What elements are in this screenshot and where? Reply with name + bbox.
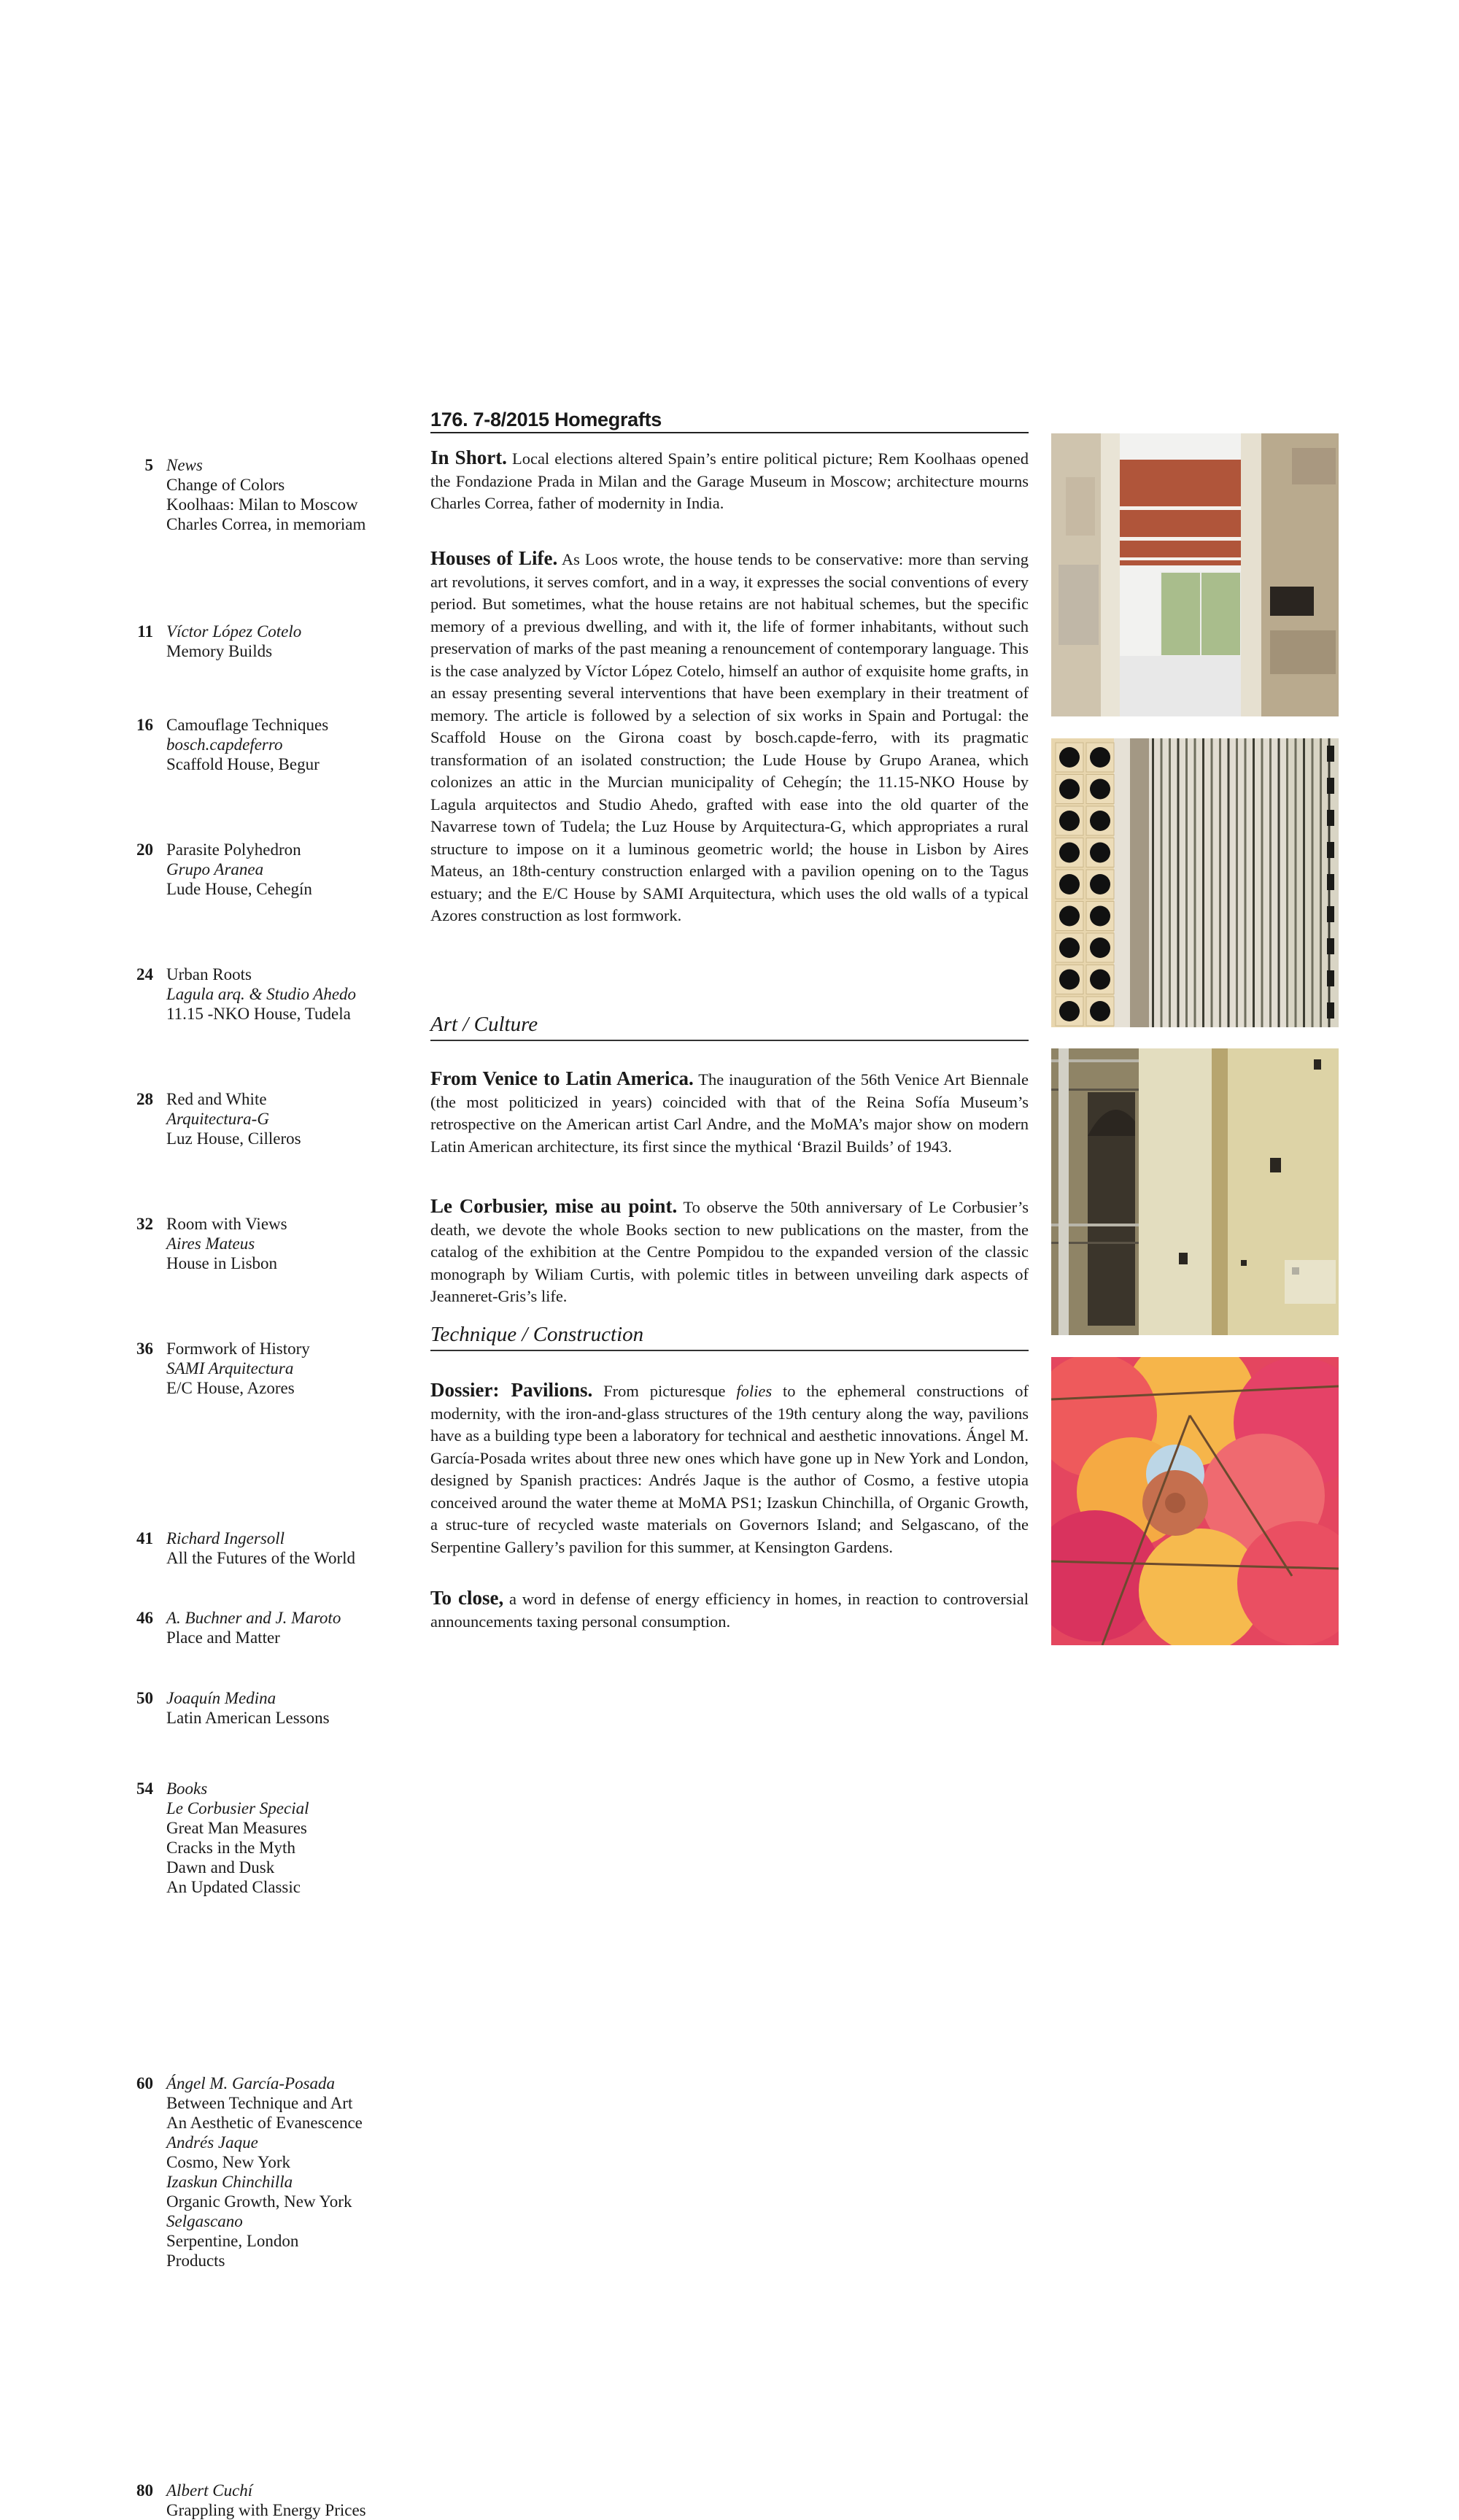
brick-hole: [1059, 747, 1080, 768]
stripe: [1161, 738, 1163, 1027]
stripe: [1303, 738, 1305, 1027]
paragraph-to-close: [430, 1587, 1029, 1633]
toc-entry[interactable]: [117, 2481, 473, 2520]
stripe: [1228, 738, 1230, 1027]
paragraph-body-pre: From picturesque: [592, 1382, 737, 1400]
paragraph-lead: In Short.: [430, 447, 507, 468]
brick-hole: [1059, 906, 1080, 927]
stripe: [1185, 738, 1188, 1027]
toc-page-number: 50: [136, 1689, 153, 1707]
toc-author-or-section: Andrés Jaque: [166, 2133, 258, 2152]
toc-title: 11.15 -NKO House, Tudela: [166, 1005, 351, 1023]
stripe: [1295, 738, 1297, 1027]
stripe: [1219, 738, 1221, 1027]
toc-title: Scaffold House, Begur: [166, 755, 320, 773]
toc-author-or-section: Ángel M. García-Posada: [166, 2074, 336, 2092]
toc-title: Place and Matter: [166, 1628, 280, 1647]
brick-hole: [1090, 811, 1110, 831]
paragraph-body: to the ephemeral constructions of modernity, with the iron-and-glass structures of the 19th century along the way, pavilions have as a building type been a laboratory for technical and aesthetic innovations. Ángel M. García-Posada writes about three new ones which have gone up in New York and London, designed by Spanish practices: Andrés Jaque is the author of Cosmo, a festive utopia conceived around the water theme at MoMA PS1; Izaskun Chinchilla, of Organic Growth, a struc-ture of recycled waste materials on Governors Island; and Selgascano, of the Serpentine Gallery’s pavilion for this summer, at Kensington Gardens.: [430, 1382, 1029, 1556]
dash-mark: [1327, 778, 1334, 794]
brick-hole: [1059, 1001, 1080, 1021]
paragraph-body: a word in defense of energy efficiency in homes, in reaction to controversial announcements taxing personal consumption.: [430, 1590, 1029, 1631]
stripe: [1245, 738, 1247, 1027]
toc-entry[interactable]: [117, 715, 473, 774]
section-heading-art-culture: Art / Culture: [430, 1012, 1029, 1041]
toc-title: Memory Builds: [166, 642, 273, 660]
paragraph-body: As Loos wrote, the house tends to be conservative: more than serving art revolutions, it serves comfort, and in a way, it expresses the social conventions of every period. But sometimes, what the house retains are not habitual schemes, but the specific memory of a previous dwelling, and with it, the life of former inhabitants, without such preservation of marks of the past meaning a renouncement of contemporary language. This is the case analyzed by Víctor López Cotelo, himself an author of exquisite home grafts, in an essay presenting several interventions that have been exemplary in their treatment of memory. The article is followed by a selection of six works in Spain and Portugal: the Scaffold House on the Girona coast by bosch.capde-ferro, with its pragmatic transformation of an isolated construction; the Lude House by Grupo Aranea, which colonizes an attic in the Murcian municipality of Cehegín; the 11.15-NKO House by Lagula arquitectos and Studio Ahedo, grafted with ease into the old quarter of the Navarrese town of Tudela; the Luz House by Arquitectura-G, which appropriates a rural structure to impose on it a luminous geometric world; the house in Lisbon by Aires Mateus, an 18th-century construction enlarged with a pavilion opening on to the Tagus estuary; and the E/C House by SAMI Arquitectura, which uses the old walls of a typical Azores construction as lost formwork.: [430, 550, 1029, 924]
dash-mark: [1327, 1002, 1334, 1019]
toc-page-number: 16: [136, 716, 153, 734]
toc-author-or-section: Arquitectura-G: [166, 1110, 269, 1128]
toc-author-or-section: Joaquín Medina: [166, 1689, 276, 1707]
toc-title: An Aesthetic of Evanescence: [166, 2114, 363, 2132]
brick-hole: [1090, 874, 1110, 894]
toc-entry[interactable]: [117, 1528, 473, 1568]
paragraph-lead: Dossier: Pavilions.: [430, 1379, 593, 1401]
dash-mark: [1327, 874, 1334, 890]
toc-title: Grappling with Energy Prices: [166, 2501, 366, 2519]
stripe: [1253, 738, 1255, 1027]
toc-author-or-section: Books: [166, 1779, 208, 1798]
paragraph-lead: Houses of Life.: [430, 547, 558, 569]
toc-author-or-section: A. Buchner and J. Maroto: [166, 1609, 341, 1627]
brick-hole: [1059, 811, 1080, 831]
stripe: [1169, 738, 1171, 1027]
toc-page-number: 32: [136, 1215, 153, 1233]
toc-author-or-section: Aires Mateus: [166, 1234, 255, 1253]
stripe: [1236, 738, 1238, 1027]
toc-title: Organic Growth, New York: [166, 2192, 352, 2211]
paragraph-venice: [430, 1067, 1029, 1158]
stripe: [1286, 738, 1288, 1027]
toc-title: Great Man Measures: [166, 1819, 307, 1837]
brick-hole: [1059, 843, 1080, 863]
toc-title: Room with Views: [166, 1215, 287, 1233]
stripe: [1194, 738, 1196, 1027]
toc-title: Products: [166, 2252, 225, 2270]
paragraph-lead: From Venice to Latin America.: [430, 1067, 694, 1089]
toc-title: Lude House, Cehegín: [166, 880, 312, 898]
brick-hole: [1090, 970, 1110, 990]
toc-entry[interactable]: [117, 1608, 473, 1647]
toc-page-number: 60: [136, 2074, 153, 2092]
stripe: [1261, 738, 1263, 1027]
toc-page-number: 36: [136, 1340, 153, 1358]
brick-hole: [1090, 1001, 1110, 1021]
brick-hole: [1059, 938, 1080, 958]
stripe: [1202, 738, 1204, 1027]
dash-mark: [1327, 810, 1334, 826]
toc-page-number: 5: [144, 456, 153, 474]
section-heading-technique: Technique / Construction: [430, 1322, 1029, 1351]
toc-page-number: 46: [136, 1609, 153, 1627]
paragraph-houses-of-life: [430, 547, 1029, 927]
brick-hole: [1090, 747, 1110, 768]
photo-perforated-facade: [1051, 738, 1339, 1027]
paragraph-lead: To close,: [430, 1587, 504, 1609]
toc-entry[interactable]: [117, 2073, 473, 2270]
toc-title: Red and White: [166, 1090, 267, 1108]
paragraph-body: Local elections altered Spain’s entire political picture; Rem Koolhaas opened the Fondazione Prada in Milan and the Garage Museum in Moscow; architecture mourns Charles Correa, father of modernity in India.: [430, 449, 1029, 512]
toc-author-or-section: Víctor López Cotelo: [166, 622, 302, 641]
toc-author-or-section: Lagula arq. & Studio Ahedo: [166, 985, 357, 1003]
toc-title: Urban Roots: [166, 965, 252, 983]
toc-title: An Updated Classic: [166, 1878, 301, 1896]
toc-entry[interactable]: [117, 965, 473, 1024]
toc-author-or-section: News: [166, 456, 203, 474]
stripe: [1278, 738, 1280, 1027]
toc-entry[interactable]: [117, 1779, 473, 1897]
paragraph-lead: Le Corbusier, mise au point.: [430, 1195, 678, 1217]
toc-author-or-section: bosch.capdeferro: [166, 735, 283, 754]
toc-page-number: 24: [136, 965, 153, 983]
toc-title: Dawn and Dusk: [166, 1858, 275, 1877]
toc-page-number: 28: [136, 1090, 153, 1108]
brick-hole: [1059, 779, 1080, 800]
toc-title: All the Futures of the World: [166, 1549, 355, 1567]
toc-author-or-section: Le Corbusier Special: [166, 1799, 309, 1817]
brick-hole: [1090, 938, 1110, 958]
toc-author-or-section: Selgascano: [166, 2212, 243, 2230]
brick-hole: [1090, 906, 1110, 927]
toc-author-or-section: Albert Cuchí: [166, 2481, 253, 2500]
dash-mark: [1327, 906, 1334, 922]
toc-page-number: 54: [136, 1779, 153, 1798]
dash-mark: [1327, 746, 1334, 762]
stripe: [1152, 738, 1154, 1027]
toc-entry[interactable]: [117, 840, 473, 899]
paragraph-dossier-pavilions: [430, 1379, 1029, 1558]
stripe: [1177, 738, 1180, 1027]
toc-page-number: 41: [136, 1529, 153, 1547]
photo-stone-wall-doorway: [1051, 433, 1339, 716]
paragraph-emphasis: folies: [736, 1382, 773, 1400]
toc-title: Camouflage Techniques: [166, 716, 329, 734]
stripe: [1211, 738, 1213, 1027]
toc-page-number: 80: [136, 2481, 153, 2500]
toc-author-or-section: SAMI Arquitectura: [166, 1359, 294, 1377]
toc-author-or-section: Izaskun Chinchilla: [166, 2173, 293, 2191]
dash-mark: [1327, 970, 1334, 986]
toc-title: E/C House, Azores: [166, 1379, 295, 1397]
toc-entry[interactable]: [117, 622, 473, 661]
stripe: [1312, 738, 1314, 1027]
toc-title: House in Lisbon: [166, 1254, 278, 1272]
toc-author-or-section: Grupo Aranea: [166, 860, 264, 878]
brick-hole: [1090, 843, 1110, 863]
photo-pavilion-umbrellas: [1051, 1357, 1339, 1645]
photo-beaded-curtain-facade: [1051, 1048, 1339, 1335]
toc-page-number: 20: [136, 840, 153, 859]
toc-title: Latin American Lessons: [166, 1709, 330, 1727]
toc-title: Koolhaas: Milan to Moscow: [166, 495, 358, 514]
toc-entry[interactable]: [117, 1688, 473, 1728]
brick-hole: [1090, 779, 1110, 800]
toc-entry[interactable]: [117, 1214, 473, 1273]
paragraph-le-corbusier: [430, 1195, 1029, 1308]
toc-entry[interactable]: [117, 1089, 473, 1148]
dash-mark: [1327, 842, 1334, 858]
dash-mark: [1327, 938, 1334, 954]
brick-hole: [1059, 970, 1080, 990]
paragraph-body: The inauguration of the 56th Venice Art Biennale (the most politicized in years) coincided with that of the Reina Sofía Museum’s retrospective on the American artist Carl Andre, and the MoMA’s major show on modern Latin American architecture, its first since the mythical ‘Brazil Builds’ of 1943.: [430, 1070, 1029, 1156]
stripe: [1269, 738, 1272, 1027]
toc-title: Luz House, Cilleros: [166, 1129, 301, 1148]
brick-hole: [1059, 874, 1080, 894]
toc-title: Parasite Polyhedron: [166, 840, 301, 859]
paragraph-body: To observe the 50th anniversary of Le Corbusier’s death, we devote the whole Books section to new publications on the master, from the catalog of the exhibition at the Centre Pompidou to the expanded version of the classic monograph by Wiliam Curtis, with polemic titles in between unveiling dark aspects of Jeanneret-Gris’s life.: [430, 1198, 1029, 1305]
toc-title: Change of Colors: [166, 476, 285, 494]
toc-title: Charles Correa, in memoriam: [166, 515, 366, 533]
stripe: [1320, 738, 1322, 1027]
toc-title: Between Technique and Art: [166, 2094, 353, 2112]
toc-title: Formwork of History: [166, 1340, 310, 1358]
toc-page-number: 11: [137, 622, 153, 641]
paragraph-in-short: [430, 447, 1029, 515]
toc-entry[interactable]: [117, 1339, 473, 1398]
toc-title: Cosmo, New York: [166, 2153, 290, 2171]
toc-author-or-section: Richard Ingersoll: [166, 1529, 285, 1547]
toc-title: Serpentine, London: [166, 2232, 299, 2250]
issue-title: 176. 7-8/2015 Homegrafts: [430, 409, 1029, 433]
toc-title: Cracks in the Myth: [166, 1839, 295, 1857]
toc-entry[interactable]: [117, 455, 473, 534]
